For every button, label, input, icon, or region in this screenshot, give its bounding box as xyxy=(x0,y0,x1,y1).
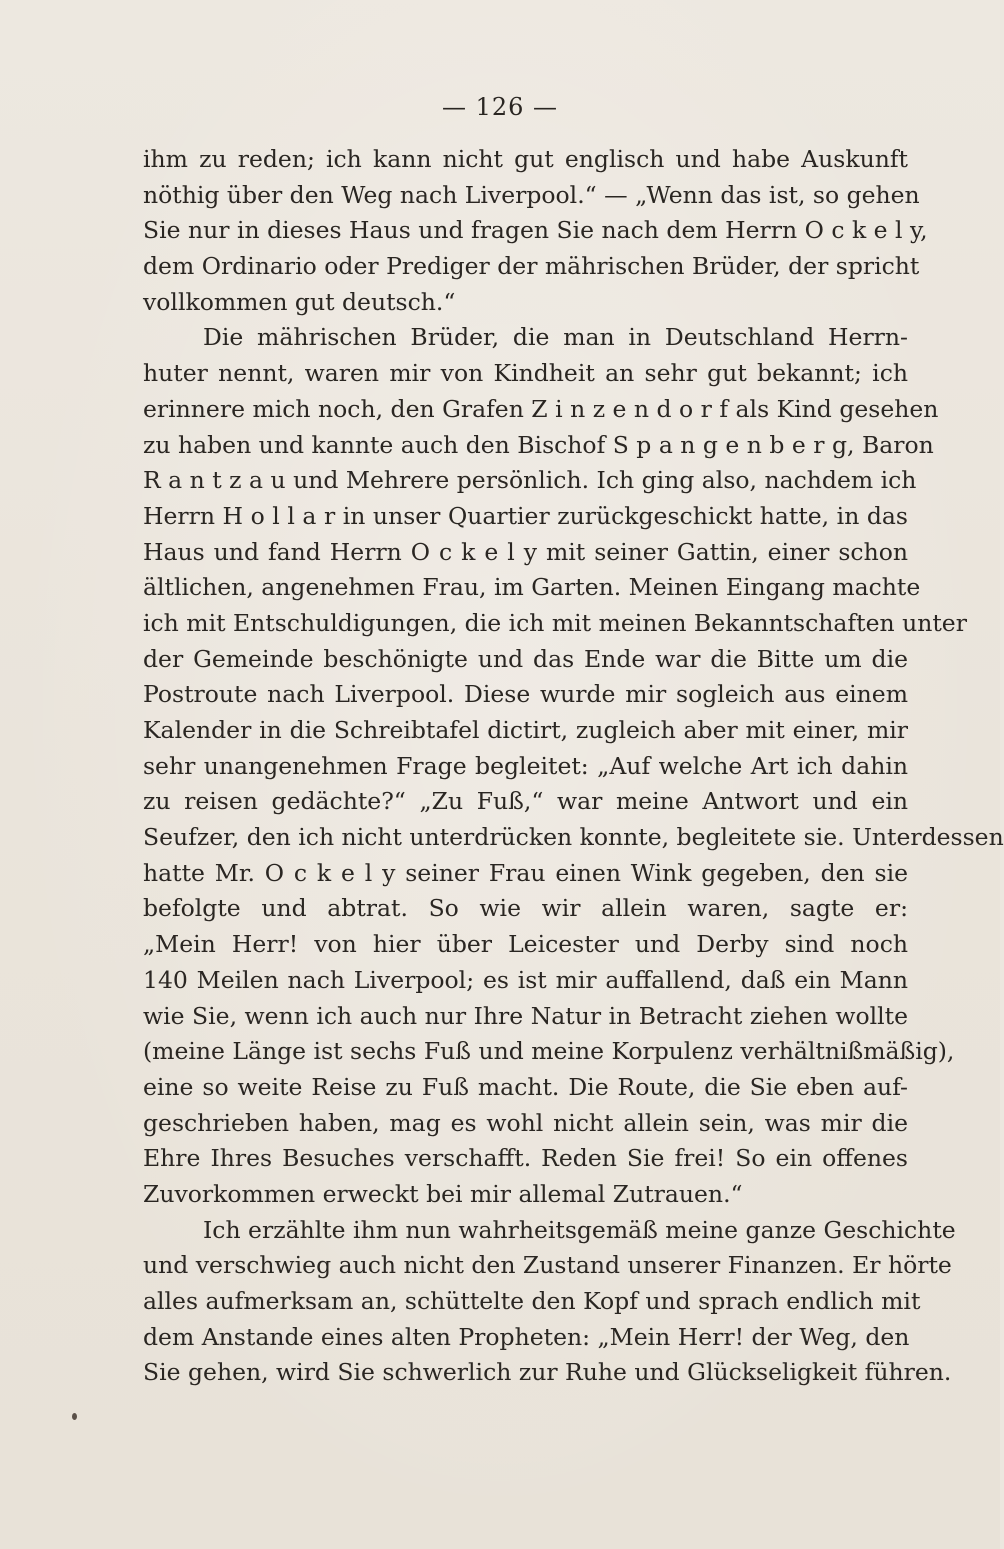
text-line: dem Ordinario oder Prediger der mährischen Brüder, der spricht xyxy=(143,252,920,281)
text-line: Kalender in die Schreibtafel dictirt, zugleich aber mit einer, mir xyxy=(143,716,908,744)
text-line: alles aufmerksam an, schüttelte den Kopf und sprach endlich mit xyxy=(143,1287,921,1315)
text-line: Die mährischen Brüder, die man in Deutschland Herrn- xyxy=(203,323,908,352)
text-line: wie Sie, wenn ich auch nur Ihre Natur in Betracht ziehen wollte xyxy=(143,1001,908,1030)
text-line: dem Anstande eines alten Propheten: „Mein Herr! der Weg, den xyxy=(143,1322,910,1351)
text-line: Sie gehen, wird Sie schwerlich zur Ruhe und Glückseligkeit führen. xyxy=(143,1358,952,1387)
text-line: vollkommen gut deutsch.“ xyxy=(143,287,456,316)
text-line: Zuvorkommen erweckt bei mir allemal Zutrauen.“ xyxy=(143,1179,743,1208)
text-line: Ehre Ihres Besuches verschafft. Reden Sie frei! So ein offenes xyxy=(143,1144,908,1173)
text-line: zu haben und kannte auch den Bischof S p a n g e n b e r g, Baron xyxy=(143,430,934,459)
body-text xyxy=(143,142,1004,1391)
text-line: Postroute nach Liverpool. Diese wurde mir sogleich aus einem xyxy=(143,680,908,709)
text-line: und verschwieg auch nicht den Zustand unserer Finanzen. Er hörte xyxy=(143,1251,952,1280)
text-line: ich mit Entschuldigungen, die ich mit meinen Bekanntschaften unter xyxy=(143,608,967,637)
text-line: 140 Meilen nach Liverpool; es ist mir auffallend, daß ein Mann xyxy=(143,965,908,994)
text-line: (meine Länge ist sechs Fuß und meine Korpulenz verhältnißmäßig), xyxy=(143,1037,955,1066)
text-line: der Gemeinde beschönigte und das Ende war die Bitte um die xyxy=(143,644,908,673)
text-line: „Mein Herr! von hier über Leicester und Derby sind noch xyxy=(143,930,908,959)
text-line: eine so weite Reise zu Fuß macht. Die Route, die Sie eben auf- xyxy=(143,1072,908,1101)
text-line: Haus und fand Herrn O c k e l y mit seiner Gattin, einer schon xyxy=(143,537,908,566)
text-line: ihm zu reden; ich kann nicht gut englisch und habe Auskunft xyxy=(143,145,908,173)
text-line: Sie nur in dieses Haus und fragen Sie nach dem Herrn O c k e l y, xyxy=(143,216,928,245)
paper-speck xyxy=(72,1413,77,1420)
text-line: Herrn H o l l a r in unser Quartier zurückgeschickt hatte, in das xyxy=(143,501,908,530)
text-line: zu reisen gedächte?“ „Zu Fuß,“ war meine Antwort und ein xyxy=(143,787,908,816)
text-line: geschrieben haben, mag es wohl nicht allein sein, was mir die xyxy=(143,1108,908,1137)
text-line: hatte Mr. O c k e l y seiner Frau einen Wink gegeben, den sie xyxy=(143,858,908,887)
text-line: befolgte und abtrat. So wie wir allein waren, sagte er: xyxy=(143,894,908,923)
text-line: erinnere mich noch, den Grafen Z i n z e n d o r f als Kind gesehen xyxy=(143,394,939,423)
page-number: — 126 — xyxy=(441,93,559,121)
text-line: sehr unangenehmen Frage begleitet: „Auf welche Art ich dahin xyxy=(143,751,908,780)
text-line: ältlichen, angenehmen Frau, im Garten. Meinen Eingang machte xyxy=(143,573,921,602)
text-line: nöthig über den Weg nach Liverpool.“ — „Wenn das ist, so gehen xyxy=(143,180,920,209)
text-line: huter nennt, waren mir von Kindheit an sehr gut bekannt; ich xyxy=(143,359,908,388)
text-line: R a n t z a u und Mehrere persönlich. Ich ging also, nachdem ich xyxy=(143,466,917,495)
text-line: Seufzer, den ich nicht unterdrücken konnte, begleitete sie. Unterdessen xyxy=(143,823,1004,852)
text-line: Ich erzählte ihm nun wahrheitsgemäß meine ganze Geschichte xyxy=(203,1215,956,1244)
